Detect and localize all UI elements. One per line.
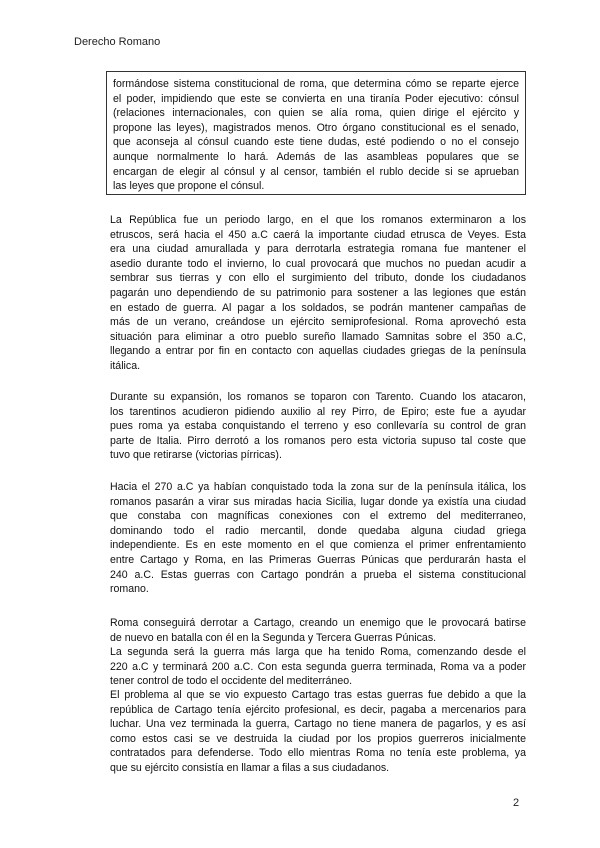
text-line: dominando todo el radio mercantil, donde quedaba alguna ciudad griega <box>110 524 526 537</box>
text-line: romanos pasarán a virar sus miradas hacia Sicilia, lugar donde ya existía una ciudad <box>110 495 526 508</box>
paragraph-text <box>110 480 526 597</box>
text-line: luchar. Una vez terminada la guerra, Cartago no tiene manera de pagarlos, y es así <box>110 718 526 731</box>
text-line: el poder, impidiendo que este se convierta en una tiranía Poder ejecutivo: cónsul <box>113 92 519 105</box>
text-line: 240 a.C. Estas guerras con Cartago pondrán a prueba el sistema constitucional <box>110 568 526 581</box>
text-line: formándose sistema constitucional de roma, que determina cómo se reparte ejerce <box>113 78 519 90</box>
text-line: La República fue un periodo largo, en el que los romanos exterminaron a los <box>110 214 526 226</box>
paragraph-cartago <box>110 616 526 645</box>
text-line: entre Cartago y Roma, en las Primeras Guerras Púnicas que perdurarán hasta el <box>110 553 526 566</box>
text-line: más de un verano, creándose un ejército semiprofesional. Roma aprovechó esta <box>110 316 526 329</box>
text-line: pagarán uno dependiendo de su patrimonio para sostener a las legiones que están <box>110 286 526 299</box>
paragraph-text <box>110 645 526 689</box>
text-line: parte de Italia. Pirro derrotó a los romanos pero esta victoria supuso tal coste que <box>110 434 526 447</box>
text-line: sembrar sus tierras y con ello el surgimiento del tributo, donde los ciudadanos <box>110 272 526 285</box>
text-line: república de Cartago tenía ejército profesional, es decir, pagaba a mercenarios para <box>110 703 526 716</box>
running-header: Derecho Romano <box>74 36 161 48</box>
paragraph-text <box>110 616 526 645</box>
text-line: etruscos, será hacia el 450 a.C caerá la importante ciudad etrusca de Veyes. Esta <box>110 228 526 241</box>
text-line: las leyes que propone el cónsul. <box>113 180 265 193</box>
boxed-paragraph <box>106 71 526 195</box>
paragraph-text <box>110 688 526 776</box>
text-line: encargan de elegir al cónsul y al censor, también el rublo decide si se aprueban <box>113 165 519 178</box>
text-line: romano. <box>110 583 149 596</box>
text-line: Hacia el 270 a.C ya habían conquistado toda la zona sur de la península itálica, los <box>110 481 526 493</box>
paragraph-tarento <box>110 390 526 463</box>
text-line: aunque normalmente lo hará. Además de las asambleas populares que se <box>113 150 519 163</box>
text-line: que su ejército consistía en llamar a filas a sus ciudadanos. <box>110 761 390 774</box>
text-line: llegando a entrar por fin en contacto con aquellas ciudades griegas de la península <box>110 345 526 358</box>
text-line: 220 a.C y terminará 200 a.C. Con esta segunda guerra terminada, Roma va a poder <box>110 660 526 673</box>
text-line: Durante su expansión, los romanos se toparon con Tarento. Cuando los atacaron, <box>110 391 526 403</box>
text-line: en estado de guerra. Al pagar a los soldados, se podrán mantener campañas de <box>110 301 526 314</box>
text-line: asedio durante todo el invierno, lo cual provocará que muchos no puedan acudir a <box>110 257 526 270</box>
text-line: Roma conseguirá derrotar a Cartago, creando un enemigo que le provocará batirse <box>110 617 526 629</box>
paragraph-text <box>110 390 526 463</box>
text-line: situación para eliminar a otro pueblo sureño llamado Samnitas sobre el 350 a.C, <box>110 330 526 343</box>
text-line: (relaciones internacionales, con quien se alía roma, quien dirige el ejército y <box>113 107 519 120</box>
text-line: era una ciudad amurallada y para derrotarla estrategia romana fue mantener el <box>110 243 526 256</box>
page-number: 2 <box>513 797 520 809</box>
paragraph-sicilia <box>110 480 526 597</box>
boxed-text <box>113 77 519 194</box>
text-line: de nuevo en batalla con él en la Segunda y Tercera Guerras Púnicas. <box>110 631 437 644</box>
text-line: que constaba con magníficas conexiones con el extremo del mediterraneo, <box>110 510 526 523</box>
text-line: independiente. Es en este momento en el que comienza el primer enfrentamiento <box>110 539 526 552</box>
text-line: los tarentinos acudieron pidiendo auxilio al rey Pirro, de Epiro; este fue a ayudar <box>110 405 526 418</box>
paragraph-problema <box>110 688 526 776</box>
text-line: itálica. <box>110 359 141 372</box>
text-line: El problema al que se vio expuesto Cartago tras estas guerras fue debido a que la <box>110 689 526 701</box>
text-line: tuvo que retirarse (victorias pírricas). <box>110 449 282 462</box>
text-line: tener control de todo el occidente del mediterráneo. <box>110 675 353 688</box>
paragraph-republica <box>110 213 526 374</box>
paragraph-segunda-guerra <box>110 645 526 689</box>
text-line: pues roma ya estaba conquistando el terreno y eso conllevaría su control de gran <box>110 420 526 433</box>
text-line: La segunda será la guerra más larga que ha tenido Roma, comenzando desde el <box>110 646 526 658</box>
text-line: propone las leyes), magistrados menos. Otro órgano constitucional es el senado, <box>113 121 519 134</box>
paragraph-text <box>110 213 526 374</box>
text-line: como estos casi se ve destruida la ciudad por los propios guerreros inicialmente <box>110 732 526 745</box>
text-line: contratados para defenderse. Todo ello mientras Roma no tenía este problema, ya <box>110 747 526 760</box>
text-line: que aconseja al cónsul cuando este tiene dudas, esté podiendo o no el consejo <box>113 136 519 149</box>
